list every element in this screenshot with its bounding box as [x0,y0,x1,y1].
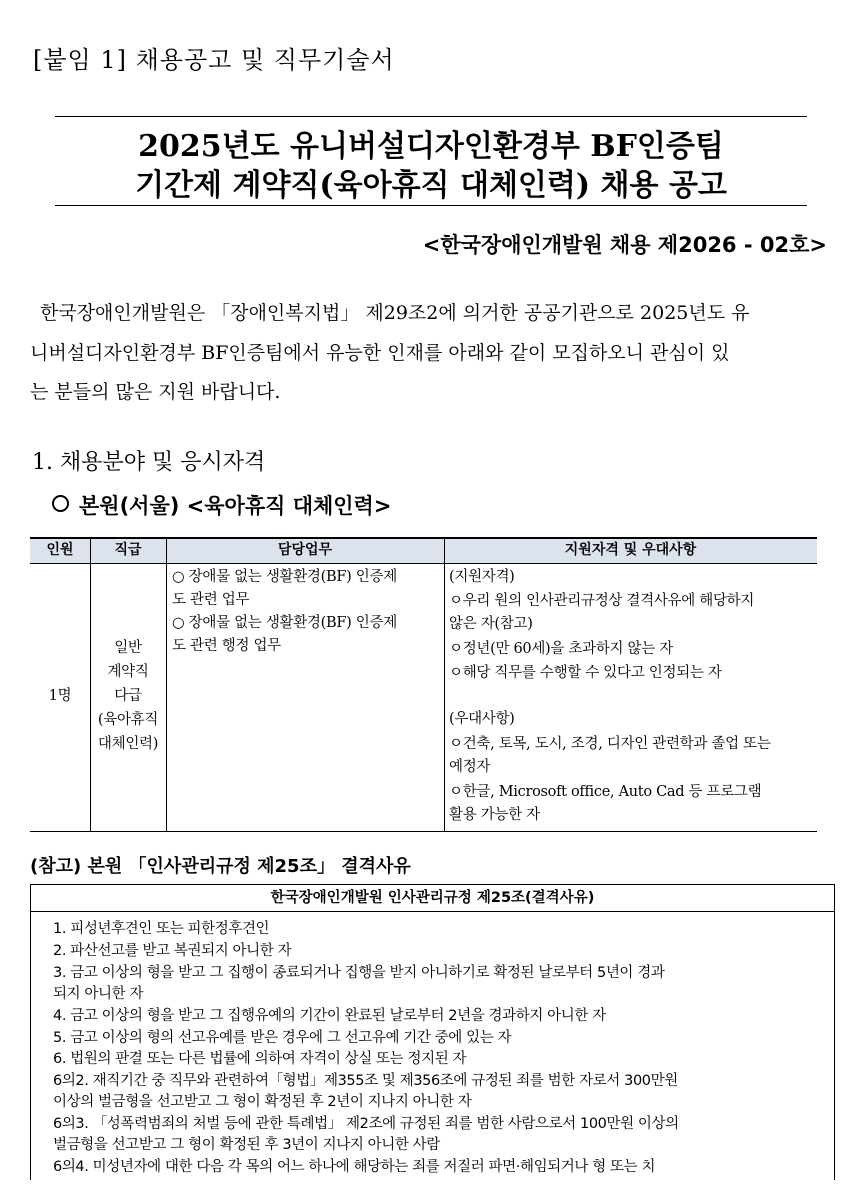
circle-bullet-icon [52,495,69,512]
reference-heading: (참고) 본원 「인사관리규정 제25조」 결격사유 [30,856,411,877]
header-headcount: 인원 [30,537,90,563]
reference-item: 2. 파산선고를 받고 복권되지 아니한 자 [53,943,292,959]
table-header-rule [30,563,817,564]
intro-line-3: 는 분들의 많은 지원 바랍니다. [30,381,281,403]
reference-item: 3. 금고 이상의 형을 받고 그 집행이 종료되거나 집행을 받지 아니하기로 확정된 날로부터 5년이 경과 [53,965,665,981]
title-top-rule [55,116,807,117]
reference-item: 벌금형을 선고받고 그 형이 확정된 후 3년이 지나지 아니한 사람 [53,1137,440,1153]
duty-line-3: ○ 장애물 없는 생활환경(BF) 인증제 [172,615,397,631]
reference-item: 6의4. 미성년자에 대한 다음 각 목의 어느 하나에 해당하는 죄를 저질러 파면·해임되거나 형 또는 치 [53,1159,656,1175]
qual-line-8: ㅇ건축, 토목, 도시, 조경, 디자인 관련학과 졸업 또는 [449,736,771,752]
rank-line-5: 대체인력) [97,736,159,752]
branch-title-text: 본원(서울) <육아휴직 대체인력> [79,494,392,518]
qual-line-7: (우대사항) [449,711,515,727]
intro-line-1: 한국장애인개발원은 「장애인복지법」 제29조2에 의거한 공공기관으로 2025년도 유 [40,302,750,324]
reference-item: 이상의 벌금형을 선고받고 그 형이 확정된 후 2년이 지나지 아니한 자 [53,1094,472,1110]
reference-item: 6의2. 재직기간 중 직무와 관련하여「형법」제355조 및 제356조에 규정된 죄를 범한 자로서 300만원 [53,1073,678,1089]
duty-line-1: ○ 장애물 없는 생활환경(BF) 인증제 [172,569,397,585]
qual-line-3: 않은 자(참고) [449,616,533,632]
reference-item: 4. 금고 이상의 형을 받고 그 집행유예의 기간이 완료된 날로부터 2년을 경과하지 아니한 자 [53,1008,606,1024]
attachment-label: [붙임 1] 채용공고 및 직무기술서 [33,46,395,74]
qual-line-1: (지원자격) [449,569,515,585]
col-divider-3 [444,537,445,831]
title-line-2: 기간제 계약직(육아휴직 대체인력) 채용 공고 [135,168,727,203]
duty-line-2: 도 관련 업무 [172,592,250,608]
col-divider-1 [90,537,91,831]
section-1-title: 1. 채용분야 및 응시자격 [32,450,266,475]
reference-item: 6의3. 「성폭력범죄의 처벌 등에 관한 특례법」 제2조에 규정된 죄를 범한 사람으로서 100만원 이상의 [53,1116,679,1132]
rank-line-4: (육아휴직 [97,712,159,728]
col-divider-2 [166,537,167,831]
qual-line-5: ㅇ해당 직무를 수행할 수 있다고 인정되는 자 [449,665,722,681]
reference-item: 1. 피성년후견인 또는 피한정후견인 [53,921,270,937]
qual-line-4: ㅇ정년(만 60세)을 초과하지 않는 자 [449,641,673,657]
rank-line-1: 일반 [114,640,142,656]
reference-box [30,884,835,1180]
header-qualifications: 지원자격 및 우대사항 [444,537,817,563]
qual-line-11: 활용 가능한 자 [449,807,540,823]
header-duties: 담당업무 [166,537,444,563]
qual-line-2: ㅇ우리 원의 인사관리규정상 결격사유에 해당하지 [449,593,755,609]
branch-title [52,490,391,520]
intro-line-2: 니버설디자인환경부 BF인증팀에서 유능한 인재를 아래와 같이 모집하오니 관심이 있 [30,342,730,364]
qual-line-10: ㅇ한글, Microsoft office, Auto Cad 등 프로그램 [449,784,762,800]
header-rank: 직급 [90,537,166,563]
table-top-rule [30,537,817,539]
table-bottom-rule [30,831,817,832]
qual-line-9: 예정자 [449,759,491,775]
duty-line-4: 도 관련 행정 업무 [172,638,281,654]
rank-line-3: 다급 [114,688,142,704]
title-bottom-rule [55,205,807,206]
reference-item: 6. 법원의 판결 또는 다른 법률에 의하여 자격이 상실 또는 정지된 자 [53,1051,467,1067]
reference-item: 되지 아니한 자 [53,986,144,1002]
reference-item: 5. 금고 이상의 형의 선고유예를 받은 경우에 그 선고유예 기간 중에 있는 자 [53,1030,512,1046]
recruitment-table [30,537,817,831]
headcount-cell: 1명 [48,688,72,704]
notice-number: <한국장애인개발원 채용 제2026 - 02호> [422,233,827,257]
title-line-1: 2025년도 유니버설디자인환경부 BF인증팀 [138,129,724,164]
reference-box-title: 한국장애인개발원 인사관리규정 제25조(결격사유) [31,885,834,912]
rank-line-2: 계약직 [107,664,149,680]
